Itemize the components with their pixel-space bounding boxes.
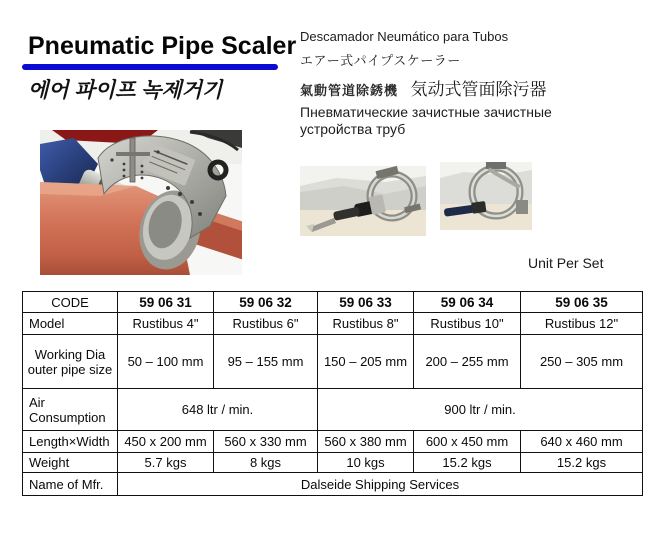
dia-cell: 95 – 155 mm [214,335,318,389]
lw-cell: 450 x 200 mm [118,431,214,453]
dia-cell: 200 – 255 mm [414,335,521,389]
row-label: Length×Width [23,431,118,453]
title-russian [300,104,650,138]
table-row-code [23,292,643,313]
title-russian-line2: устройства труб [300,121,406,137]
weight-cell: 8 kgs [214,453,318,473]
manufacturer-cell: Dalseide Shipping Services [118,473,643,496]
title-japanese: エアー式パイプスケーラー [300,53,461,68]
spec-table [22,291,643,496]
dia-cell: 150 – 205 mm [318,335,414,389]
title-spanish: Descamador Neumático para Tubos [300,29,509,44]
model-cell: Rustibus 12" [521,313,643,335]
table-row-model [23,313,643,335]
table-row-weight [23,453,643,473]
lw-cell: 560 x 380 mm [318,431,414,453]
title-russian-line1: Пневматические зачистные зачистные [300,104,552,120]
model-cell: Rustibus 8" [318,313,414,335]
lw-cell: 560 x 330 mm [214,431,318,453]
title-chinese-simplified: 気动式管面除污器 [410,80,547,99]
row-label: Weight [23,453,118,473]
dia-cell: 250 – 305 mm [521,335,643,389]
weight-cell: 15.2 kgs [414,453,521,473]
table-row-length-width [23,431,643,453]
code-cell: 59 06 35 [521,292,643,313]
row-label: Working Dia outer pipe size [23,335,118,389]
small-product-photo-left [298,162,428,240]
lw-cell: 640 x 460 mm [521,431,643,453]
weight-cell: 5.7 kgs [118,453,214,473]
title-chinese [300,75,650,100]
dia-cell: 50 – 100 mm [118,335,214,389]
weight-cell: 10 kgs [318,453,414,473]
page-title: Pneumatic Pipe Scaler [28,32,297,60]
code-cell: 59 06 32 [214,292,318,313]
model-cell: Rustibus 6" [214,313,318,335]
row-label: Name of Mfr. [23,473,118,496]
table-row-air-consumption [23,389,643,431]
translation-block [300,29,650,138]
title-underline [22,64,278,70]
main-product-photo [40,130,242,275]
code-cell: 59 06 33 [318,292,414,313]
code-header-cell: CODE [23,292,118,313]
air-cell-648: 648 ltr / min. [118,389,318,431]
weight-cell: 15.2 kgs [521,453,643,473]
code-cell: 59 06 34 [414,292,521,313]
table-row-manufacturer [23,473,643,496]
lw-cell: 600 x 450 mm [414,431,521,453]
model-cell: Rustibus 10" [414,313,521,335]
row-label: Air Consumption [23,389,118,431]
page-title-korean: 에어 파이프 녹제거기 [28,79,223,102]
table-row-working-dia [23,335,643,389]
code-cell: 59 06 31 [118,292,214,313]
title-chinese-traditional: 氣動管道除銹機 [300,83,399,98]
small-product-photo-right [438,160,534,232]
air-cell-900: 900 ltr / min. [318,389,643,431]
unit-per-set-label: Unit Per Set [528,255,604,271]
row-label: Model [23,313,118,335]
model-cell: Rustibus 4" [118,313,214,335]
